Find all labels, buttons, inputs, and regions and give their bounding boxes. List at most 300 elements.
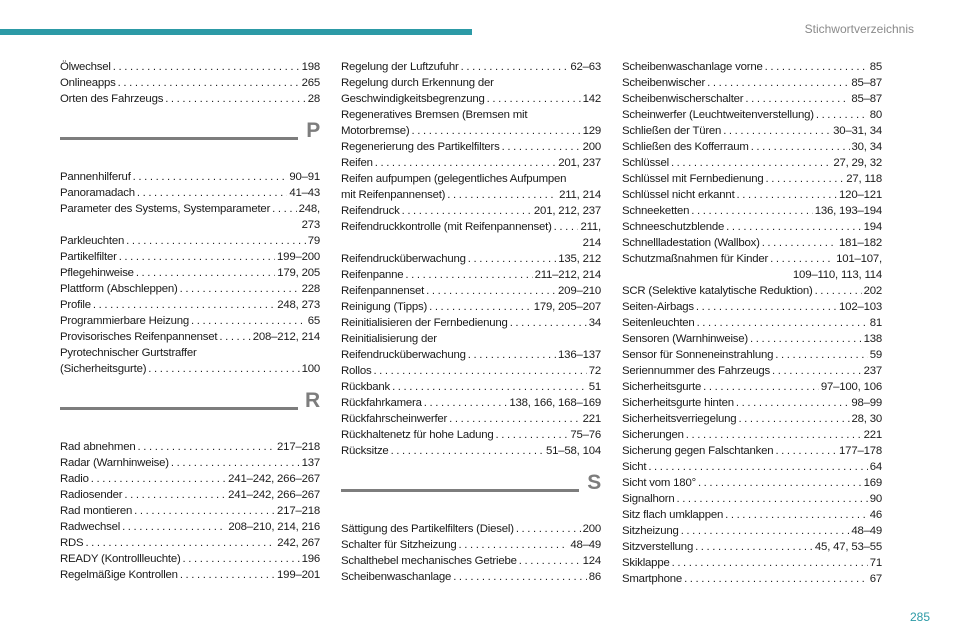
index-term: Schlüssel bbox=[622, 157, 669, 169]
index-term: Rad montieren bbox=[60, 505, 133, 517]
page-reference: 71 bbox=[869, 557, 882, 569]
leader-dots bbox=[698, 475, 862, 491]
index-row bbox=[622, 75, 882, 91]
leader-dots bbox=[85, 535, 275, 551]
index-row bbox=[622, 491, 882, 507]
index-row bbox=[60, 313, 320, 329]
leader-dots bbox=[487, 91, 581, 107]
leader-dots bbox=[424, 395, 508, 411]
page-reference: 209–210 bbox=[558, 285, 601, 297]
section-divider bbox=[60, 137, 298, 140]
index-row bbox=[622, 187, 882, 203]
page-reference: 136, 193–194 bbox=[814, 205, 882, 217]
leader-dots bbox=[723, 123, 831, 139]
index-term: Schlüssel mit Fernbedienung bbox=[622, 173, 764, 185]
page-reference: 217–218 bbox=[277, 505, 320, 517]
index-entry bbox=[60, 91, 320, 107]
leader-dots bbox=[180, 281, 300, 297]
page-reference: 208–210, 214, 216 bbox=[228, 521, 320, 533]
index-entry bbox=[622, 459, 882, 475]
index-term-line: Regelung durch Erkennung der bbox=[341, 77, 494, 89]
page-reference: 27, 29, 32 bbox=[833, 157, 882, 169]
index-row bbox=[60, 185, 320, 201]
index-term: Reifenpannenset bbox=[341, 285, 425, 297]
section-divider bbox=[60, 407, 298, 410]
index-column-1 bbox=[60, 59, 320, 583]
index-entry bbox=[622, 187, 882, 203]
index-term: Rad abnehmen bbox=[60, 441, 136, 453]
leader-dots bbox=[124, 487, 226, 503]
index-entry bbox=[341, 395, 601, 411]
page-reference: 196 bbox=[301, 553, 320, 565]
index-term-line: Reifen aufpumpen (gelegentliches Aufpumpen bbox=[341, 173, 567, 185]
page-reference: 81 bbox=[869, 317, 882, 329]
page-reference: 221 bbox=[863, 429, 882, 441]
leader-dots bbox=[148, 361, 299, 377]
page-reference: 265 bbox=[301, 77, 320, 89]
index-row bbox=[60, 169, 320, 185]
leader-dots bbox=[554, 219, 579, 235]
index-entry bbox=[341, 219, 601, 251]
leader-dots bbox=[765, 59, 868, 75]
index-row bbox=[622, 283, 882, 299]
index-row bbox=[341, 569, 601, 585]
index-row bbox=[60, 249, 320, 265]
index-entry bbox=[341, 251, 601, 267]
leader-dots bbox=[180, 567, 275, 583]
page-reference: 98–99 bbox=[851, 397, 882, 409]
index-entry bbox=[341, 155, 601, 171]
index-row bbox=[622, 427, 882, 443]
leader-dots bbox=[736, 395, 849, 411]
page-reference: 59 bbox=[869, 349, 882, 361]
section-header bbox=[60, 389, 320, 427]
index-entry bbox=[622, 155, 882, 171]
index-entry bbox=[341, 569, 601, 585]
index-row bbox=[622, 331, 882, 347]
index-entry bbox=[622, 171, 882, 187]
index-row bbox=[341, 59, 601, 75]
index-term: Sicht vom 180° bbox=[622, 477, 696, 489]
index-entry bbox=[60, 519, 320, 535]
index-entry bbox=[341, 267, 601, 283]
section-header bbox=[341, 471, 601, 509]
page-reference: 129 bbox=[582, 125, 601, 137]
page-reference: 221 bbox=[582, 413, 601, 425]
index-row bbox=[60, 59, 320, 75]
page-reference: 201, 237 bbox=[558, 157, 601, 169]
page-reference: 181–182 bbox=[839, 237, 882, 249]
index-entry bbox=[622, 315, 882, 331]
leader-dots bbox=[676, 491, 867, 507]
leader-dots bbox=[459, 537, 569, 553]
leader-dots bbox=[496, 427, 569, 443]
page-reference: 51–58, 104 bbox=[545, 445, 601, 457]
index-term: Reifendrucküberwachung bbox=[341, 349, 466, 361]
section-letter: P bbox=[306, 119, 320, 142]
page-reference: 100 bbox=[301, 363, 320, 375]
leader-dots bbox=[707, 75, 849, 91]
index-entry bbox=[60, 201, 320, 233]
page-reference: 202 bbox=[863, 285, 882, 297]
index-term: SCR (Selektive katalytische Reduktion) bbox=[622, 285, 813, 297]
leader-dots bbox=[426, 283, 556, 299]
index-row bbox=[622, 347, 882, 363]
index-entry bbox=[622, 379, 882, 395]
page-reference: 248, bbox=[298, 203, 320, 215]
index-row bbox=[60, 519, 320, 535]
leader-dots bbox=[171, 455, 300, 471]
index-term: Pflegehinweise bbox=[60, 267, 134, 279]
index-row bbox=[341, 553, 601, 569]
index-entry bbox=[60, 265, 320, 281]
index-term: Parkleuchten bbox=[60, 235, 125, 247]
leader-dots bbox=[91, 471, 226, 487]
page-reference: 86 bbox=[588, 571, 601, 583]
index-row bbox=[622, 107, 882, 123]
index-entry bbox=[341, 171, 601, 203]
index-term: Reinigung (Tipps) bbox=[341, 301, 428, 313]
index-row bbox=[622, 571, 882, 587]
index-row bbox=[622, 507, 882, 523]
index-row bbox=[622, 443, 882, 459]
index-term: Scheibenwischerschalter bbox=[622, 93, 744, 105]
leader-dots bbox=[745, 91, 849, 107]
index-entry bbox=[622, 571, 882, 587]
index-row bbox=[622, 395, 882, 411]
index-term: Schneeschutzblende bbox=[622, 221, 725, 233]
page-reference: 45, 47, 53–55 bbox=[814, 541, 882, 553]
index-row bbox=[622, 203, 882, 219]
page-reference: 142 bbox=[582, 93, 601, 105]
page-reference: 41–43 bbox=[289, 187, 320, 199]
index-entry bbox=[60, 281, 320, 297]
page-reference: 101–107, bbox=[836, 253, 882, 265]
index-term: Schließen des Kofferraum bbox=[622, 141, 749, 153]
leader-dots bbox=[461, 59, 569, 75]
index-entry bbox=[622, 331, 882, 347]
index-row bbox=[341, 363, 601, 379]
header-accent-bar bbox=[0, 29, 472, 35]
index-entry bbox=[60, 535, 320, 551]
page-reference: 198 bbox=[301, 61, 320, 73]
leader-dots bbox=[165, 91, 306, 107]
index-row bbox=[622, 235, 882, 251]
index-term: Reifendruckkontrolle (mit Reifenpannenset) bbox=[341, 221, 552, 233]
index-entry bbox=[341, 521, 601, 537]
leader-dots bbox=[392, 379, 587, 395]
page-reference: 124 bbox=[582, 555, 601, 567]
page-reference: 90 bbox=[869, 493, 882, 505]
leader-dots bbox=[681, 523, 850, 539]
index-row bbox=[622, 219, 882, 235]
index-row bbox=[622, 411, 882, 427]
leader-dots bbox=[737, 187, 838, 203]
index-row bbox=[622, 523, 882, 539]
index-term: Radwechsel bbox=[60, 521, 121, 533]
leader-dots bbox=[447, 187, 557, 203]
index-term: RDS bbox=[60, 537, 84, 549]
index-term: Seriennummer des Fahrzeugs bbox=[622, 365, 771, 377]
leader-dots bbox=[137, 185, 287, 201]
index-entry bbox=[341, 553, 601, 569]
index-term: Regenerierung des Partikelfilters bbox=[341, 141, 500, 153]
page-reference: 28, 30 bbox=[851, 413, 882, 425]
index-entry bbox=[341, 443, 601, 459]
index-term: Regelung der Luftzufuhr bbox=[341, 61, 459, 73]
index-row bbox=[341, 537, 601, 553]
leader-dots bbox=[219, 329, 250, 345]
index-term: Scheibenwaschanlage bbox=[341, 571, 452, 583]
index-term: Schließen der Türen bbox=[622, 125, 722, 137]
index-term: Reinitialisieren der Fernbedienung bbox=[341, 317, 508, 329]
index-row bbox=[60, 75, 320, 91]
page-reference: 72 bbox=[588, 365, 601, 377]
index-row bbox=[60, 487, 320, 503]
index-term: Scheinwerfer (Leuchtweitenverstellung) bbox=[622, 109, 814, 121]
page-reference: 217–218 bbox=[277, 441, 320, 453]
index-row bbox=[341, 427, 601, 443]
page-reference: 208–212, 214 bbox=[252, 331, 320, 343]
index-row bbox=[60, 471, 320, 487]
index-entry bbox=[341, 299, 601, 315]
index-row bbox=[341, 123, 601, 139]
index-entry bbox=[341, 331, 601, 363]
index-row bbox=[341, 219, 601, 235]
leader-dots bbox=[402, 203, 532, 219]
index-entry bbox=[622, 107, 882, 123]
page-reference-continued: 214 bbox=[582, 237, 601, 249]
index-entry bbox=[622, 75, 882, 91]
page-reference: 30–31, 34 bbox=[833, 125, 882, 137]
page-reference: 241–242, 266–267 bbox=[228, 473, 320, 485]
page-reference: 48–49 bbox=[570, 539, 601, 551]
leader-dots bbox=[405, 267, 532, 283]
index-term: Rücksitze bbox=[341, 445, 389, 457]
index-row bbox=[622, 171, 882, 187]
leader-dots bbox=[775, 347, 867, 363]
index-entry bbox=[341, 537, 601, 553]
index-row bbox=[60, 455, 320, 471]
index-term: Sicherheitsverriegelung bbox=[622, 413, 737, 425]
index-row bbox=[341, 251, 601, 267]
index-term: Motorbremse) bbox=[341, 125, 410, 137]
index-row bbox=[341, 267, 601, 283]
leader-dots bbox=[738, 411, 849, 427]
index-term: (Sicherheitsgurte) bbox=[60, 363, 147, 375]
index-term: Seitenleuchten bbox=[622, 317, 695, 329]
page-reference: 199–201 bbox=[277, 569, 320, 581]
index-row bbox=[341, 443, 601, 459]
index-row bbox=[622, 59, 882, 75]
index-row bbox=[60, 281, 320, 297]
index-row bbox=[341, 411, 601, 427]
page-reference: 28 bbox=[307, 93, 320, 105]
index-entry bbox=[622, 219, 882, 235]
index-row bbox=[341, 379, 601, 395]
index-term: Radio bbox=[60, 473, 89, 485]
index-entry bbox=[622, 123, 882, 139]
leader-dots bbox=[648, 459, 867, 475]
index-row bbox=[622, 475, 882, 491]
section-divider bbox=[341, 489, 579, 492]
page-reference-continued: 109–110, 113, 114 bbox=[792, 269, 882, 281]
index-entry bbox=[60, 249, 320, 265]
section-header bbox=[60, 119, 320, 157]
page-reference: 46 bbox=[869, 509, 882, 521]
index-entry bbox=[341, 363, 601, 379]
leader-dots bbox=[766, 171, 845, 187]
index-term: Rollos bbox=[341, 365, 372, 377]
page-reference: 211–212, 214 bbox=[534, 269, 601, 281]
index-row bbox=[622, 123, 882, 139]
index-entry bbox=[341, 379, 601, 395]
index-entry bbox=[622, 523, 882, 539]
index-row bbox=[622, 155, 882, 171]
index-row bbox=[622, 91, 882, 107]
index-row bbox=[60, 297, 320, 313]
leader-dots bbox=[453, 569, 587, 585]
index-term: Parameter des Systems, Systemparameter bbox=[60, 203, 271, 215]
index-entry bbox=[60, 313, 320, 329]
index-entry bbox=[622, 539, 882, 555]
index-row bbox=[622, 539, 882, 555]
index-row bbox=[341, 155, 601, 171]
index-term-line: Reinitialisierung der bbox=[341, 333, 437, 345]
leader-dots bbox=[391, 443, 544, 459]
index-row bbox=[60, 361, 320, 377]
leader-dots bbox=[697, 315, 868, 331]
page-reference: 48–49 bbox=[851, 525, 882, 537]
leader-dots bbox=[691, 203, 812, 219]
leader-dots bbox=[119, 249, 275, 265]
leader-dots bbox=[502, 139, 581, 155]
leader-dots bbox=[519, 553, 581, 569]
page-number: 285 bbox=[909, 610, 930, 624]
leader-dots bbox=[133, 169, 288, 185]
leader-dots bbox=[412, 123, 581, 139]
page-reference: 67 bbox=[869, 573, 882, 585]
index-term: Radar (Warnhinweise) bbox=[60, 457, 169, 469]
index-entry bbox=[341, 411, 601, 427]
index-term: Skiklappe bbox=[622, 557, 670, 569]
page-reference: 85 bbox=[869, 61, 882, 73]
index-entry bbox=[341, 139, 601, 155]
leader-dots bbox=[672, 555, 868, 571]
page-reference: 27, 118 bbox=[846, 173, 882, 185]
index-row bbox=[341, 347, 601, 363]
index-term: Geschwindigkeitsbegrenzung bbox=[341, 93, 485, 105]
index-term: Sicht bbox=[622, 461, 647, 473]
leader-dots bbox=[815, 283, 862, 299]
leader-dots bbox=[122, 519, 226, 535]
index-row bbox=[60, 91, 320, 107]
index-term: Partikelfilter bbox=[60, 251, 117, 263]
index-entry bbox=[622, 347, 882, 363]
page-reference: 85–87 bbox=[851, 93, 882, 105]
index-term: Sensor für Sonneneinstrahlung bbox=[622, 349, 774, 361]
page-reference: 200 bbox=[582, 523, 601, 535]
index-entry bbox=[341, 59, 601, 75]
index-entry bbox=[622, 139, 882, 155]
index-term: Sitz flach umklappen bbox=[622, 509, 724, 521]
leader-dots bbox=[468, 251, 556, 267]
index-row bbox=[622, 139, 882, 155]
index-row bbox=[341, 521, 601, 537]
leader-dots bbox=[762, 235, 837, 251]
index-term: Panoramadach bbox=[60, 187, 135, 199]
index-entry bbox=[622, 507, 882, 523]
index-term: Rückfahrkamera bbox=[341, 397, 422, 409]
index-entry bbox=[60, 329, 320, 345]
leader-dots bbox=[93, 297, 275, 313]
index-row bbox=[341, 395, 601, 411]
index-term: Sicherheitsgurte bbox=[622, 381, 702, 393]
page-reference: 137 bbox=[301, 457, 320, 469]
index-entry bbox=[622, 555, 882, 571]
page-reference: 138, 166, 168–169 bbox=[509, 397, 601, 409]
leader-dots bbox=[373, 363, 586, 379]
page-reference: 51 bbox=[588, 381, 601, 393]
index-entry bbox=[622, 251, 882, 283]
index-term: Sicherheitsgurte hinten bbox=[622, 397, 734, 409]
leader-dots bbox=[671, 155, 831, 171]
index-entry bbox=[60, 455, 320, 471]
leader-dots bbox=[750, 331, 862, 347]
leader-dots bbox=[510, 315, 587, 331]
leader-dots bbox=[449, 411, 580, 427]
index-entry bbox=[622, 203, 882, 219]
page-reference: 97–100, 106 bbox=[820, 381, 882, 393]
index-entry bbox=[622, 283, 882, 299]
page-reference: 135, 212 bbox=[558, 253, 601, 265]
index-entry bbox=[341, 75, 601, 107]
leader-dots bbox=[686, 427, 862, 443]
index-entry bbox=[60, 169, 320, 185]
index-row bbox=[60, 535, 320, 551]
index-entry bbox=[341, 283, 601, 299]
page-reference: 237 bbox=[863, 365, 882, 377]
page-reference: 200 bbox=[582, 141, 601, 153]
page-reference: 199–200 bbox=[277, 251, 320, 263]
page-reference: 34 bbox=[588, 317, 601, 329]
index-row bbox=[341, 299, 601, 315]
index-term: Sensoren (Warnhinweise) bbox=[622, 333, 749, 345]
index-term-line: Pyrotechnischer Gurtstraffer bbox=[60, 347, 197, 359]
index-term: Sicherungen bbox=[622, 429, 684, 441]
page-reference: 30, 34 bbox=[851, 141, 882, 153]
leader-dots bbox=[134, 503, 275, 519]
leader-dots bbox=[138, 439, 276, 455]
leader-dots bbox=[136, 265, 275, 281]
leader-dots bbox=[726, 219, 861, 235]
index-entry bbox=[622, 59, 882, 75]
index-entry bbox=[60, 233, 320, 249]
index-term: Schalthebel mechanisches Getriebe bbox=[341, 555, 517, 567]
index-row bbox=[341, 283, 601, 299]
index-row bbox=[60, 439, 320, 455]
index-entry bbox=[60, 297, 320, 313]
index-term: Reifen bbox=[341, 157, 373, 169]
index-term: Rückhaltenetz für hohe Ladung bbox=[341, 429, 494, 441]
index-entry bbox=[60, 75, 320, 91]
index-term: Schlüssel nicht erkannt bbox=[622, 189, 735, 201]
leader-dots bbox=[272, 201, 296, 217]
index-term: Sitzverstellung bbox=[622, 541, 694, 553]
index-entry bbox=[622, 363, 882, 379]
index-term: mit Reifenpannenset) bbox=[341, 189, 446, 201]
index-term: Scheibenwischer bbox=[622, 77, 706, 89]
